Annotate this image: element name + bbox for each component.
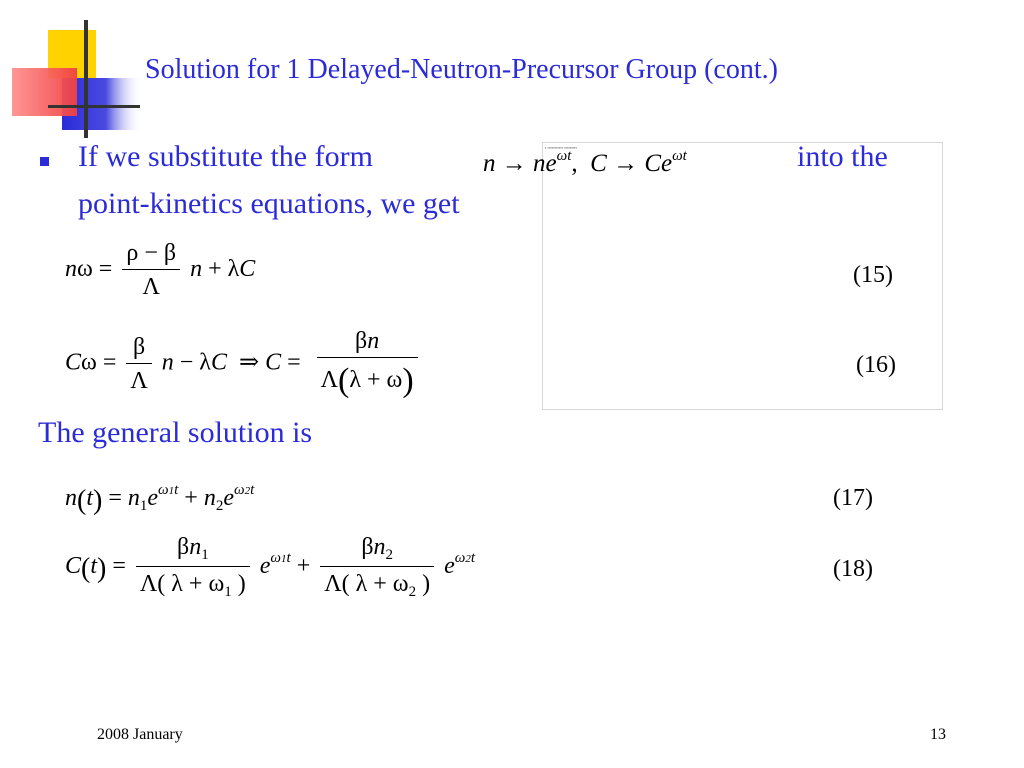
equation-number-18: (18) <box>833 556 873 582</box>
equation-number-17: (17) <box>833 485 873 511</box>
bullet-text-part2: into the <box>797 140 888 173</box>
bullet-text-line2: point-kinetics equations, we get <box>78 187 460 220</box>
equation-16: Cω = $\frac{\beta}{\Lambda}$ n − λC ⇒ C = $\frac{\beta n}{\Lambda(\lambda + \omega)}$ <box>65 328 422 400</box>
slide-title: Solution for 1 Delayed-Neutron-Precursor Group (cont.) <box>145 54 778 85</box>
equation-number-16: (16) <box>856 352 896 378</box>
equation-17: $n(t) = n_1e^{\omega 1t} + n_2e^{\omega 2t}$ <box>65 482 255 516</box>
equation-18: C(t) = $\frac{\beta n_1}{\Lambda( \lambda + \omega_1 )}$ $e^{\omega 1t}$ + $\frac{\beta n_2}{\Lambda( \lambda + \omega_2 )}$ $e^{\omega 2t}$ <box>65 534 476 600</box>
corner-decoration <box>0 0 150 145</box>
bullet-text-part1: If we substitute the form <box>78 140 373 173</box>
embedded-object-caption: ▪ ▪▪▪▪▪▪▪▪▪▪▪ ▪▪▪▪▪▪▪▪▪ <box>545 145 577 150</box>
equation-number-15: (15) <box>853 262 893 288</box>
bullet-marker <box>40 157 49 166</box>
general-solution-label: The general solution is <box>38 416 313 449</box>
footer-date: 2008 January <box>97 726 183 743</box>
substitution-formula: $n \to ne^{\omega t}$, $C \to Ce^{\omega t}$ <box>483 148 687 177</box>
equation-15: nω = $\frac{\rho - \beta}{\Lambda}$ n + λC <box>65 240 256 300</box>
page-number: 13 <box>930 726 946 743</box>
